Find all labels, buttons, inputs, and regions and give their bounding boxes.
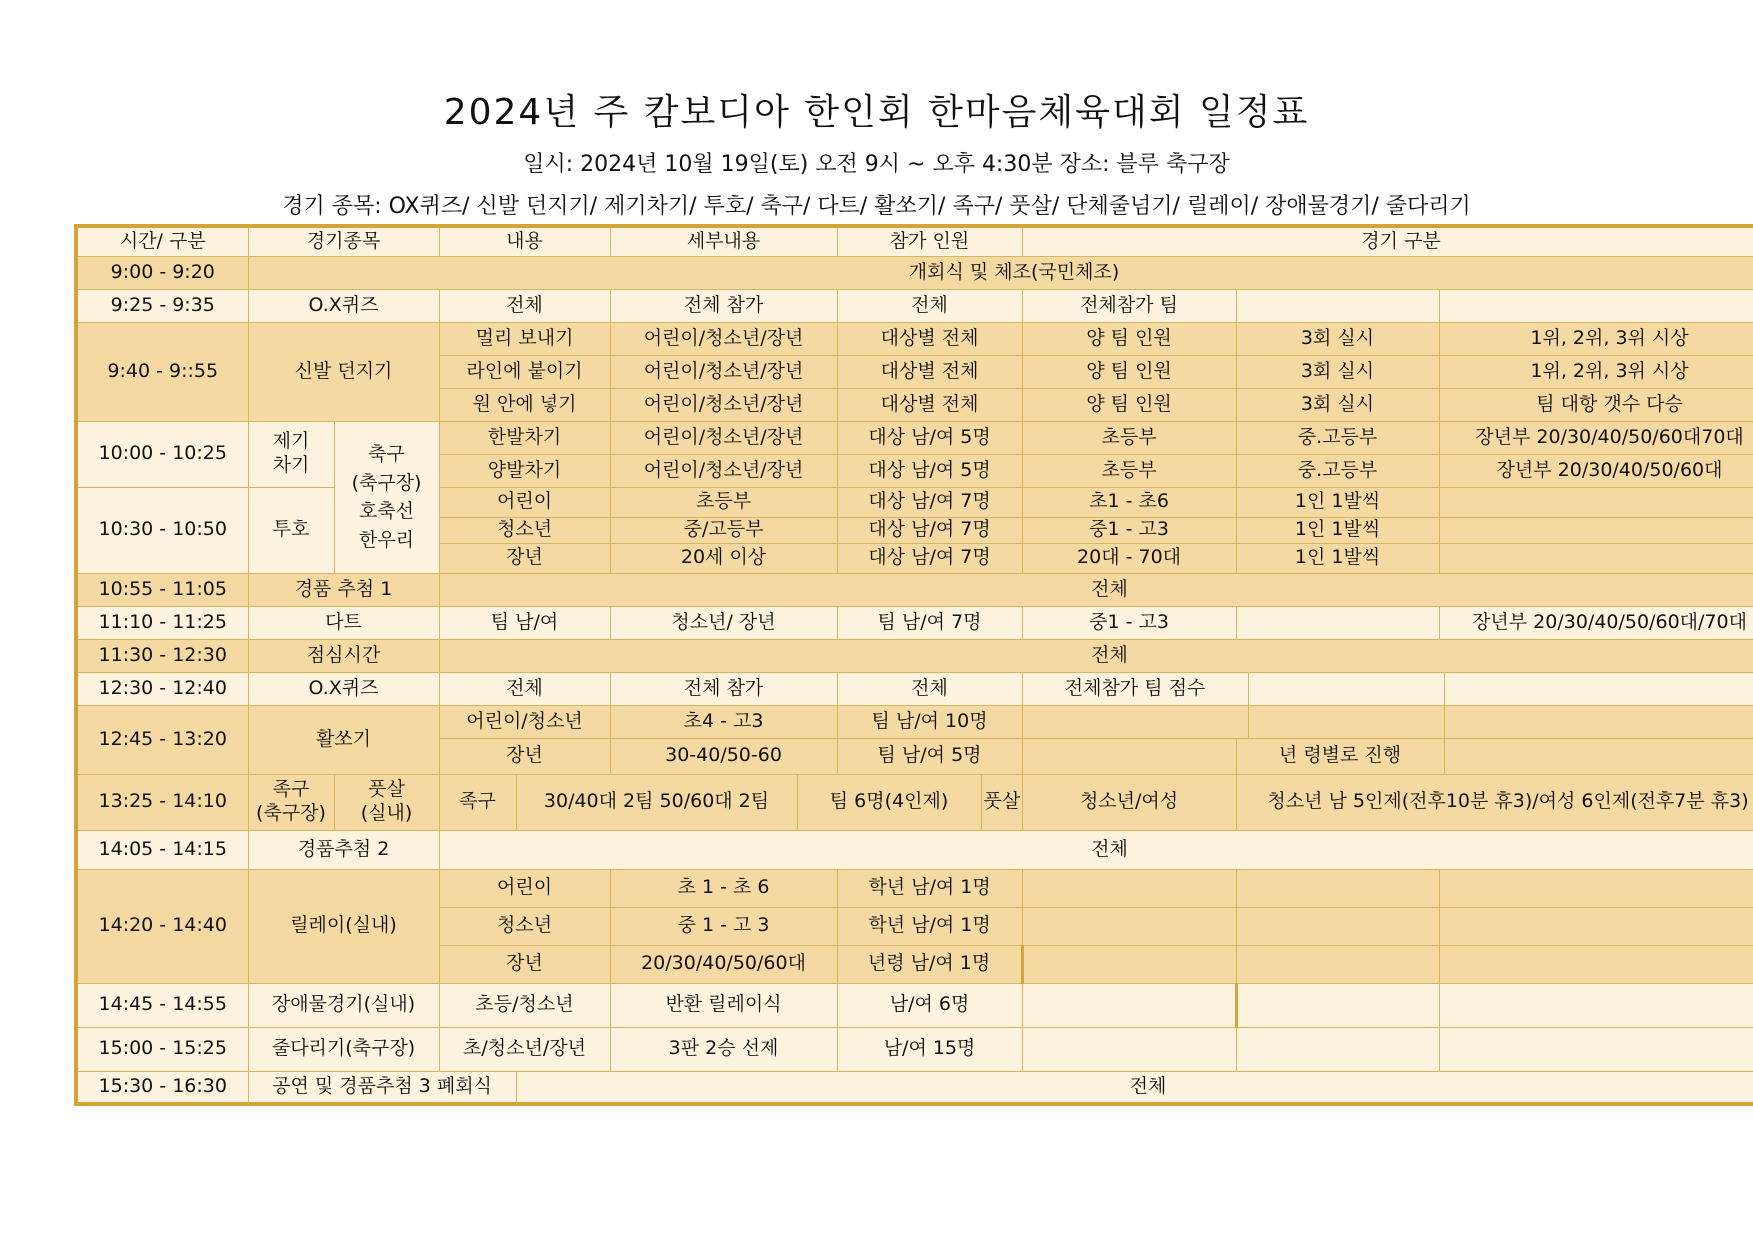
category-cell [1439, 543, 1753, 573]
category-cell: 중.고등부 [1236, 421, 1439, 454]
category-cell [1022, 907, 1236, 945]
page-title: 2024년 주 캄보디아 한인회 한마음체육대회 일정표 [443, 92, 1310, 133]
detail-cell: 20/30/40/50/60대 [610, 945, 837, 983]
content-cell: 팀 남/여 [439, 606, 610, 639]
header-category: 경기 구분 [1022, 226, 1753, 256]
event-cell: 줄다리기(축구장) [248, 1027, 439, 1071]
merged-cell: 전체 [439, 639, 1753, 672]
category-cell: 1위, 2위, 3위 시상 [1439, 322, 1753, 355]
header-participants: 참가 인원 [837, 226, 1022, 256]
category-cell: 3회 실시 [1236, 322, 1439, 355]
participants-cell: 대상 남/여 7명 [837, 543, 1022, 573]
detail-cell: 전체 참가 [610, 672, 837, 705]
detail-cell: 30-40/50-60 [610, 738, 837, 774]
content-cell: 장년 [439, 543, 610, 573]
category-cell [1236, 869, 1439, 907]
time-cell: 13:25 - 14:10 [76, 774, 248, 830]
category-cell [1022, 738, 1236, 774]
category-cell: 전체참가 팀 [1022, 289, 1236, 322]
participants-cell: 대상별 전체 [837, 388, 1022, 421]
content-cell: 원 안에 넣기 [439, 388, 610, 421]
participants-cell: 전체 [837, 289, 1022, 322]
header-event: 경기종목 [248, 226, 439, 256]
time-cell: 11:10 - 11:25 [76, 606, 248, 639]
participants-cell: 대상 남/여 5명 [837, 454, 1022, 487]
merged-cell: 개회식 및 체조(국민체조) [248, 256, 1753, 289]
time-cell: 12:45 - 13:20 [76, 705, 248, 774]
category-cell: 중1 - 고3 [1022, 517, 1236, 543]
detail-cell: 청소년/ 장년 [610, 606, 837, 639]
futsal-target-cell: 청소년/여성 [1022, 774, 1236, 830]
detail-cell: 중 1 - 고 3 [610, 907, 837, 945]
detail-cell: 초등부 [610, 487, 837, 517]
category-cell [1439, 289, 1753, 322]
category-cell: 중1 - 고3 [1022, 606, 1236, 639]
detail-cell: 어린이/청소년/장년 [610, 388, 837, 421]
table-row [76, 487, 1753, 517]
category-cell [1022, 983, 1236, 1027]
header-content: 내용 [439, 226, 610, 256]
category-cell: 3회 실시 [1236, 355, 1439, 388]
table-row [76, 869, 1753, 907]
event-cell: 활쏘기 [248, 705, 439, 774]
content-cell: 전체 [439, 289, 610, 322]
jokgu-teams-cell: 30/40대 2팀 50/60대 2팀 [516, 774, 797, 830]
content-cell: 라인에 붙이기 [439, 355, 610, 388]
content-cell: 전체 [439, 672, 610, 705]
category-cell: 초등부 [1022, 454, 1236, 487]
table-row [76, 606, 1753, 639]
time-cell: 9:00 - 9:20 [76, 256, 248, 289]
category-cell: 1인 1발씩 [1236, 543, 1439, 573]
category-cell: 년 령별로 진행 [1236, 738, 1444, 774]
category-cell [1444, 705, 1753, 738]
category-cell: 초1 - 초6 [1022, 487, 1236, 517]
date-venue-line: 일시: 2024년 10월 19일(토) 오전 9시 ~ 오후 4:30분 장소: 블루 축구장 [523, 152, 1230, 177]
category-cell: 중.고등부 [1236, 454, 1439, 487]
table-row [76, 830, 1753, 869]
time-cell: 15:00 - 15:25 [76, 1027, 248, 1071]
participants-cell: 팀 남/여 10명 [837, 705, 1022, 738]
participants-cell: 학년 남/여 1명 [837, 869, 1022, 907]
participants-cell: 남/여 15명 [837, 1027, 1022, 1071]
participants-cell: 대상별 전체 [837, 355, 1022, 388]
event-cell: 경품추첨 2 [248, 830, 439, 869]
participants-cell: 대상 남/여 7명 [837, 517, 1022, 543]
event-cell-futsal: 풋살 (실내) [334, 774, 439, 830]
jokgu-label-cell: 족구 [439, 774, 516, 830]
category-cell: 전체참가 팀 점수 [1022, 672, 1248, 705]
table-row [76, 774, 1753, 830]
merged-cell: 전체 [516, 1071, 1753, 1104]
content-cell: 양발차기 [439, 454, 610, 487]
participants-cell: 학년 남/여 1명 [837, 907, 1022, 945]
time-cell: 15:30 - 16:30 [76, 1071, 248, 1104]
category-cell: 1인 1발씩 [1236, 487, 1439, 517]
detail-cell: 반환 릴레이식 [610, 983, 837, 1027]
time-cell: 9:40 - 9::55 [76, 322, 248, 421]
table-header-row [76, 226, 1753, 256]
content-cell: 한발차기 [439, 421, 610, 454]
category-cell [1439, 907, 1753, 945]
category-cell: 1인 1발씩 [1236, 517, 1439, 543]
category-cell: 양 팀 인원 [1022, 388, 1236, 421]
category-cell [1248, 672, 1444, 705]
time-cell: 10:55 - 11:05 [76, 573, 248, 606]
header-time: 시간/ 구분 [76, 226, 248, 256]
content-cell: 멀리 보내기 [439, 322, 610, 355]
schedule-table [74, 224, 1753, 1106]
category-cell [1236, 983, 1439, 1027]
category-cell: 양 팀 인원 [1022, 355, 1236, 388]
event-cell: O.X퀴즈 [248, 289, 439, 322]
category-cell [1444, 672, 1753, 705]
event-list-line: 경기 종목: OX퀴즈/ 신발 던지기/ 제기차기/ 투호/ 축구/ 다트/ 활쏘기/ 족구/ 풋살/ 단체줄넘기/ 릴레이/ 장애물경기/ 줄다리기 [282, 194, 1471, 219]
category-cell [1236, 289, 1439, 322]
event-cell: 경품 추첨 1 [248, 573, 439, 606]
category-cell: 초등부 [1022, 421, 1236, 454]
detail-cell: 초 1 - 초 6 [610, 869, 837, 907]
participants-cell: 팀 남/여 7명 [837, 606, 1022, 639]
detail-cell: 20세 이상 [610, 543, 837, 573]
participants-cell: 팀 남/여 5명 [837, 738, 1022, 774]
jokgu-team-size-cell: 팀 6명(4인제) [797, 774, 981, 830]
table-row [76, 1027, 1753, 1071]
futsal-rule-cell: 청소년 남 5인제(전후10분 휴3)/여성 6인제(전후7분 휴3) [1236, 774, 1753, 830]
time-cell: 11:30 - 12:30 [76, 639, 248, 672]
content-cell: 초등/청소년 [439, 983, 610, 1027]
category-cell: 장년부 20/30/40/50/60대 [1439, 454, 1753, 487]
category-cell [1439, 869, 1753, 907]
category-cell [1236, 907, 1439, 945]
category-cell [1022, 945, 1236, 983]
category-cell: 3회 실시 [1236, 388, 1439, 421]
table-row [76, 639, 1753, 672]
table-row [76, 322, 1753, 355]
category-cell [1022, 1027, 1236, 1071]
time-cell: 14:45 - 14:55 [76, 983, 248, 1027]
category-cell [1022, 869, 1236, 907]
time-cell: 10:30 - 10:50 [76, 487, 248, 573]
participants-cell: 대상 남/여 7명 [837, 487, 1022, 517]
category-cell [1444, 738, 1753, 774]
participants-cell: 전체 [837, 672, 1022, 705]
category-cell [1439, 945, 1753, 983]
merged-cell: 전체 [439, 573, 1753, 606]
detail-cell: 3판 2승 선제 [610, 1027, 837, 1071]
event-cell: 투호 [248, 487, 334, 573]
content-cell: 어린이 [439, 487, 610, 517]
category-cell [1236, 1027, 1439, 1071]
table-row [76, 289, 1753, 322]
event-cell-jegi: 제기 차기 [248, 421, 334, 487]
participants-cell: 년령 남/여 1명 [837, 945, 1022, 983]
content-cell: 장년 [439, 945, 610, 983]
table-row [76, 983, 1753, 1027]
participants-cell: 대상 남/여 5명 [837, 421, 1022, 454]
event-cell: O.X퀴즈 [248, 672, 439, 705]
detail-cell: 어린이/청소년/장년 [610, 355, 837, 388]
content-cell: 어린이 [439, 869, 610, 907]
category-cell: 20대 - 70대 [1022, 543, 1236, 573]
event-cell-soccer: 축구 (축구장) 호축선 한우리 [334, 421, 439, 573]
category-cell [1248, 705, 1444, 738]
content-cell: 청소년 [439, 907, 610, 945]
detail-cell: 어린이/청소년/장년 [610, 322, 837, 355]
category-cell: 양 팀 인원 [1022, 322, 1236, 355]
time-cell: 9:25 - 9:35 [76, 289, 248, 322]
event-cell: 릴레이(실내) [248, 869, 439, 983]
detail-cell: 어린이/청소년/장년 [610, 454, 837, 487]
participants-cell: 대상별 전체 [837, 322, 1022, 355]
category-cell [1022, 705, 1248, 738]
category-cell [1439, 487, 1753, 517]
table-row [76, 705, 1753, 738]
time-cell: 10:00 - 10:25 [76, 421, 248, 487]
time-cell: 14:20 - 14:40 [76, 869, 248, 983]
detail-cell: 초4 - 고3 [610, 705, 837, 738]
category-cell [1236, 945, 1439, 983]
event-cell: 신발 던지기 [248, 322, 439, 421]
table-row [76, 672, 1753, 705]
detail-cell: 중/고등부 [610, 517, 837, 543]
content-cell: 어린이/청소년 [439, 705, 610, 738]
participants-cell: 남/여 6명 [837, 983, 1022, 1027]
table-row [76, 573, 1753, 606]
category-cell [1439, 517, 1753, 543]
event-cell: 다트 [248, 606, 439, 639]
category-cell [1439, 1027, 1753, 1071]
category-cell: 팀 대항 갯수 다승 [1439, 388, 1753, 421]
event-cell: 공연 및 경품추첨 3 폐회식 [248, 1071, 516, 1104]
content-cell: 초/청소년/장년 [439, 1027, 610, 1071]
merged-cell: 전체 [439, 830, 1753, 869]
event-cell: 장애물경기(실내) [248, 983, 439, 1027]
table-row [76, 421, 1753, 454]
category-cell [1236, 606, 1439, 639]
content-cell: 장년 [439, 738, 610, 774]
category-cell: 장년부 20/30/40/50/60대70대 [1439, 421, 1753, 454]
table-row [76, 256, 1753, 289]
content-cell: 청소년 [439, 517, 610, 543]
time-cell: 14:05 - 14:15 [76, 830, 248, 869]
event-cell-jokgu: 족구 (축구장) [248, 774, 334, 830]
futsal-label-cell: 풋살 [981, 774, 1022, 830]
detail-cell: 어린이/청소년/장년 [610, 421, 837, 454]
category-cell: 1위, 2위, 3위 시상 [1439, 355, 1753, 388]
table-row [76, 1071, 1753, 1104]
category-cell: 장년부 20/30/40/50/60대/70대 [1439, 606, 1753, 639]
header-detail: 세부내용 [610, 226, 837, 256]
detail-cell: 전체 참가 [610, 289, 837, 322]
event-cell: 점심시간 [248, 639, 439, 672]
category-cell [1439, 983, 1753, 1027]
time-cell: 12:30 - 12:40 [76, 672, 248, 705]
